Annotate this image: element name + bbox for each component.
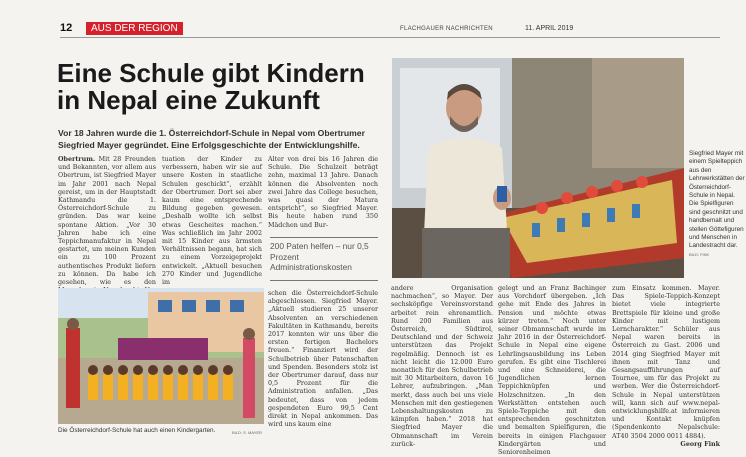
pull-quote: 200 Paten helfen – nur 0,5 Prozent Administrationskosten [270,241,369,272]
kindergarten-caption: Die Österreichdorf-Schule hat auch einen Kindergarten. [58,427,216,434]
article-lead: Vor 18 Jahren wurde die 1. Österreichdorf-Schule in Nepal vom Obertrumer Siegfried Mayer gegründet. Eine Erfolgsgeschichte der Entwicklungshilfe. [58,128,365,150]
dateline: Obertrum. [58,156,96,163]
article-headline: Eine Schule gibt Kindern in Nepal eine Zukunft [57,58,365,115]
body-column-3 [268,156,378,230]
body-column-2 [162,156,262,287]
body-text-3b: schen die Österreichdorf-Schule abgeschlossen. Siegfried Mayer. „Aktuell studieren 25 unserer Absolventen an verschiedenen Fakultäten in Kathmandu, bereits 2017 konnten wir uns über die ersten fertigen Bachelors freuen.“ Finanziert wird der Schulbetrieb über Patenschaften und Spenden. Besonders stolz ist der Obertrumer darauf, dass nur 0,5 Prozent für die Administration anfallen. „Das bedeutet, dass von jedem gespendeten Euro 99,5 Cent direkt in Nepal ankommen. Das wird uns kaum eine [268,290,378,429]
main-photo-caption-text: Siegfried Mayer mit einem Spielteppich aus den Lehrwerkstätten der Österreichdorf-Schule in Nepal. Die Spielfiguren sind geschnitzt und handbemalt und stellen Göttefiguren und Menschen in Landestracht dar. [689,150,745,250]
kindergarten-photo [58,288,264,424]
main-photo-caption [689,150,745,259]
issue-date: 11. APRIL 2019 [525,25,574,32]
body-text-4: andere Organisation nachmachen“, so Mayer. Der sechsköpfige Vereinsvorstand arbeitet rein ehrenamtlich. Rund 200 Familien aus Österreich, Südtirol, Deutschland und der Schweiz unterstützen das Projekt regelmäßig. Dennoch ist es nicht leicht die 12.000 Euro monatlich für den Schulbetrieb mit 30 Mitarbeitern, davon 16 Lehrer, aufzubringen. „Man merkt, dass auch bei uns viele Menschen mit den gestiegenen Lebenshaltungskosten zu kämpfen haben.“ 2018 hat Siegfried Mayer die Obmannschaft im Verein zurück- [391,285,493,448]
paper-name: FLACHGAUER NACHRICHTEN [400,26,493,32]
page-header [60,22,742,38]
body-column-6 [612,285,720,449]
pull-quote-rule-top [270,237,378,238]
kindergarten-credit: BILD: S. MAYER [232,430,262,435]
page-number: 12 [60,22,73,34]
author-byline: Georg Fink [680,440,720,448]
header-rule [60,37,720,38]
pull-quote-rule-bottom [270,280,378,281]
body-text-3: Alter von drei bis 16 Jahren die Schule. Die Schulzeit beträgt zehn, maximal 13 Jahre. Danach können die Absolventen noch zwei Jahre das College besuchen, was quasi der Matura entspricht“, so Siegfried Mayer. Bis heute haben rund 350 Mädchen und Bur- [268,156,378,229]
body-text-2: tuation der Kinder zu verbessern, haben wir sie auf unsere Kosten in staatliche Schulen geschickt“, erzählt der Obertrumer. Dort sei aber kaum eine entsprechende Bildung gegeben gewesen. „Deshalb wollte ich selbst etwas Gescheites machen.“ Was schließlich im Jahr 2002 mit 15 Kinder aus ärmsten Verhältnissen begann, hat sich zu einem Vorzeigeprojekt entwickelt. „Aktuell besuchen 270 Kinder und Jugendliche im [162,156,262,287]
body-text-1: Mit 28 Freunden und Bekannten, vor allem aus Obertrum, ist Siegfried Mayer im Jahr 2001 nach Nepal gereist, um in der Hauptstadt Kathmandu die 1. Österreichdorf-Schule zu gründen. Das war keine spontane Aktion. „Vor 30 Jahren habe ich eine Teppichmanufaktur in Nepal gestartet, um meinen Kunden ein zu 100 Prozent authentisches Produkt liefern zu können. Da habe ich gesehen, wie es den [58,156,156,287]
main-photo-credit: BILD: FINK [689,251,710,257]
body-text-5: gelegt und an Franz Bachinger aus Vorchdorf übergeben. „Ich gehe mit Ende des Jahres in Pension und möchte etwas kürzer treten.“ Noch unter seiner Obmannschaft wurde im Jahr 2016 in der Österreichdorf-Schule in Nepal eine eigene Lehrlingsausbildung ins Leben gerufen. Es gibt eine Tischlerei und eine Schneiderei, die Jugendlichen lernen Teppichknüpfen und Holzschnitzen. „In den Werkstätten entstehen auch Spiele-Teppiche mit den entsprechenden geschnitzten und bemalten Spielfiguren, die bereits in einigen Flachgauer Kindergärten und Seniorenheimen [498,285,606,457]
main-photo [392,58,684,278]
body-column-4 [391,285,493,449]
section-label: AUS DER REGION [86,22,183,35]
body-text-6: zum Einsatz kommen. Mayer. Das Spiele-Teppich-Konzept bietet viele integrierte Brettspiele für kleine und große Kinder mit lustigem Lerncharakter.“ Schüler aus Nepal waren bereits in Österreich zu Gast. 2006 und 2014 ging Siegfried Mayer mit ihnen mit Tanz und Gesangsaufführungen auf Tournee, um für das Projekt zu werben. Wer die Österreichdorf-Schule in Nepal unterstützen will, kann sich auf www.nepal-entwicklungshilfe.at informieren und Kontakt knüpfen (Spendenkonto Nepalschule: AT40 3504 2000 0011 4884). [612,285,720,440]
body-column-1 [58,156,156,304]
body-column-3b [268,290,378,429]
body-column-5 [498,285,606,457]
